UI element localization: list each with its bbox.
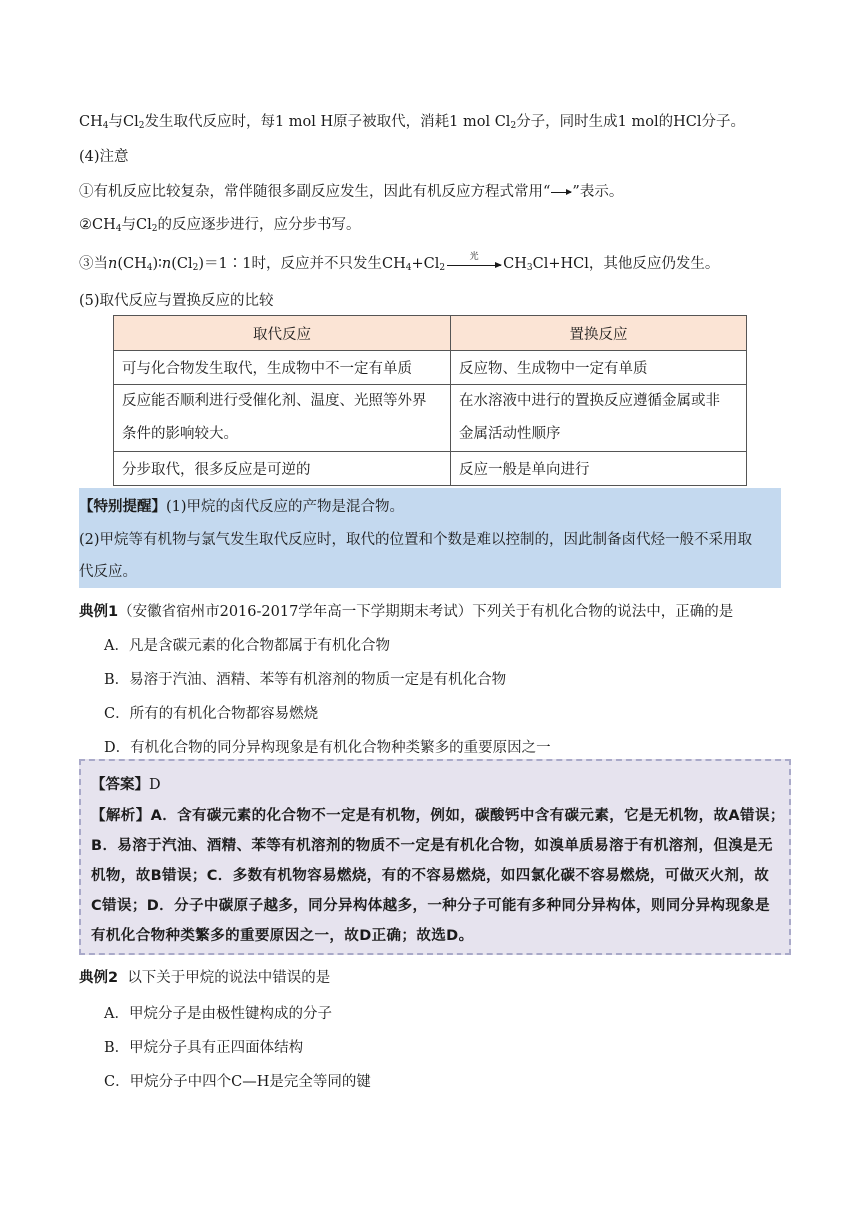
example-1-question: 典例1（安徽省宿州市2016-2017学年高一下学期期末考试）下列关于有机化合物的说法中，正确的是 [79, 604, 734, 620]
explanation-line: 机物，故B错误；C．多数有机物容易燃烧，有的不容易燃烧，如四氯化碳不容易燃烧，可做灭火剂，故 [91, 868, 770, 884]
table-cell: 反应一般是单向进行 [451, 452, 747, 486]
example-1-option: D．有机化合物的同分异构现象是有机化合物种类繁多的重要原因之一 [104, 740, 551, 756]
explanation-line: C错误；D．分子中碳原子越多，同分异构体越多，一种分子可能有多种同分异构体，则同分异构现象是 [91, 898, 771, 914]
note-item-3: ③当$n(CH_4)∶n(Cl_2)=1∶1$时，反应并不只发生$CH_4+Cl_2$ 光 $CH_3Cl+HCl$，其他反应仍发生。 [79, 251, 720, 273]
explanation-line: 【解析】A．含有碳元素的化合物不一定是有机物，例如，碳酸钙中含有碳元素，它是无机物，故A错误； [91, 808, 785, 824]
tip-line-3: 代反应。 [79, 564, 137, 580]
explanation-line: B．易溶于汽油、酒精、苯等有机溶剂的物质不一定是有机化合物，如溴单质易溶于有机溶剂，但溴是无 [91, 838, 773, 854]
table-header: 取代反应 [114, 316, 451, 351]
table-cell: 分步取代，很多反应是可逆的 [114, 452, 451, 486]
tip-line-2: (2)甲烷等有机物与氯气发生取代反应时，取代的位置和个数是难以控制的，因此制备卤代烃一般不采用取 [79, 532, 753, 548]
explanation-line: 有机化合物种类繁多的重要原因之一，故D正确；故选D。 [91, 928, 474, 944]
example-1-option: C．所有的有机化合物都容易燃烧 [104, 706, 319, 722]
section-4-title: (4)注意 [79, 149, 129, 165]
light-condition-arrow-icon: 光 [447, 263, 501, 266]
table-header: 置换反应 [451, 316, 747, 351]
note-item-2: $②CH_4$与$Cl_2$的反应逐步进行，应分步书写。 [79, 217, 361, 234]
answer-box [79, 759, 791, 955]
example-2-option: C．甲烷分子中四个C—H是完全等同的键 [104, 1074, 371, 1090]
special-tip-box [79, 488, 781, 588]
note-item-1: ①有机反应比较复杂，常伴随很多副反应发生，因此有机反应方程式常用“ ”表示。 [79, 184, 624, 200]
table-cell: 反应能否顺利进行受催化剂、温度、光照等外界 条件的影响较大。 [114, 385, 451, 452]
example-1-option: A．凡是含碳元素的化合物都属于有机化合物 [104, 638, 390, 654]
reaction-arrow-icon [551, 192, 571, 193]
example-2-option: B．甲烷分子具有正四面体结构 [104, 1040, 304, 1056]
comparison-table [113, 315, 747, 486]
tip-line-1: 【特别提醒】(1)甲烷的卤代反应的产物是混合物。 [79, 499, 405, 515]
section-5-title: (5)取代反应与置换反应的比较 [79, 293, 274, 309]
intro-paragraph: $CH_4$与$Cl_2$发生取代反应时，每1 mol H原子被取代，消耗1 mol $Cl_2$分子，同时生成1 mol的HCl分子。 [79, 114, 746, 131]
table-cell: 反应物、生成物中一定有单质 [451, 351, 747, 385]
example-2-option: A．甲烷分子是由极性键构成的分子 [104, 1006, 332, 1022]
table-cell: 在水溶液中进行的置换反应遵循金属或非 金属活动性顺序 [451, 385, 747, 452]
table-cell: 可与化合物发生取代，生成物中不一定有单质 [114, 351, 451, 385]
example-1-option: B．易溶于汽油、酒精、苯等有机溶剂的物质一定是有机化合物 [104, 672, 507, 688]
answer-line: 【答案】D [91, 777, 161, 793]
example-2-question: 典例2 以下关于甲烷的说法中错误的是 [79, 970, 331, 986]
